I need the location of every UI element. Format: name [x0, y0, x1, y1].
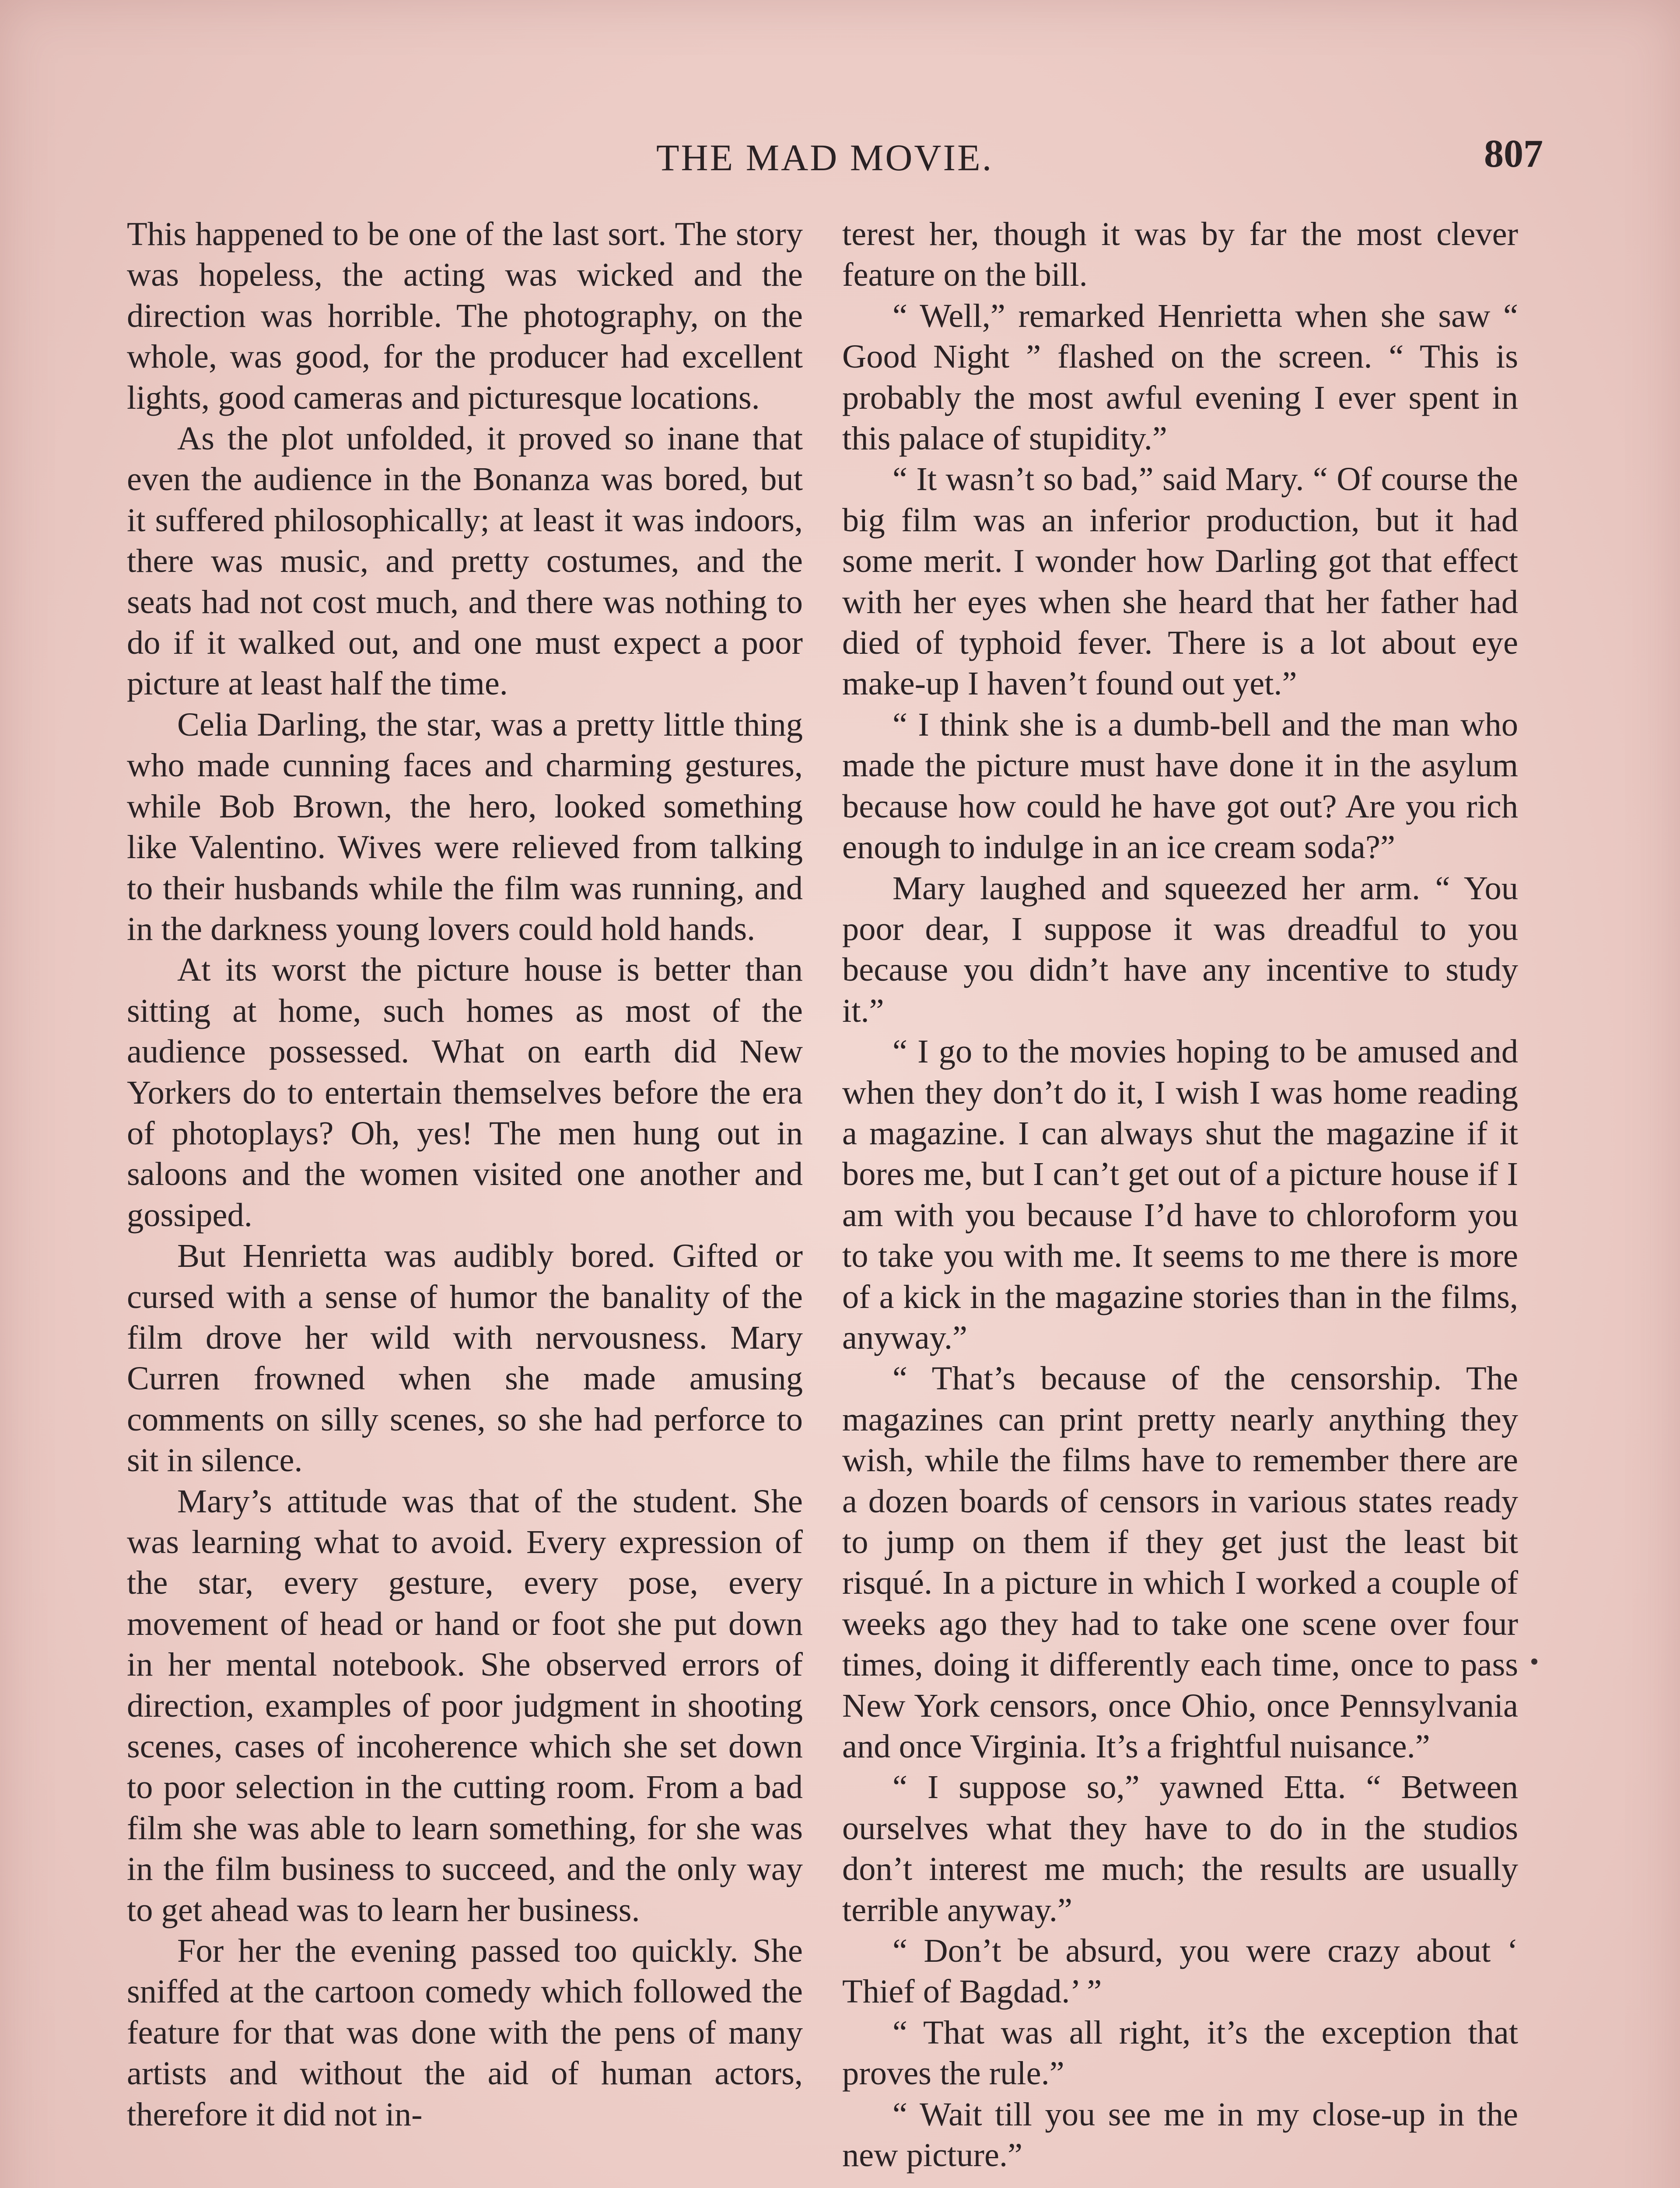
paragraph: This happened to be one of the last sort. The story was hopeless, the acting was wicked and the direction was horrible. The photography, on the whole, was good, for the producer had excellent lights, good cameras and picturesque locations.	[127, 215, 803, 416]
paragraph: “ Wait till you see me in my close-up in the new picture.”	[842, 2095, 1518, 2174]
right-column	[842, 214, 1518, 2176]
paragraph: Celia Darling, the star, was a pretty little thing who made cunning faces and charming gestures, while Bob Brown, the hero, looked something like Valentino. Wives were relieved from talking to their husbands while the film was running, and in the darkness young lovers could hold hands.	[127, 705, 803, 947]
paragraph: “ I suppose so,” yawned Etta. “ Between ourselves what they have to do in the studios don’t interest me much; the results are usually terrible anyway.”	[842, 1768, 1518, 1929]
paragraph: But Henrietta was audibly bored. Gifted or cursed with a sense of humor the banality of the film drove her wild with nervousness. Mary Curren frowned when she made amusing comments on silly scenes, so she had perforce to sit in silence.	[127, 1237, 803, 1479]
paragraph: For her the evening passed too quickly. She sniffed at the cartoon comedy which followed the feature for that was done with the pens of many artists and without the aid of human actors, therefore it did not in-	[127, 1932, 803, 2133]
paragraph: “ It wasn’t so bad,” said Mary. “ Of course the big film was an inferior production, but it had some merit. I wonder how Darling got that effect with her eyes when she heard that her father had died of typhoid fever. There is a lot about eye make-up I haven’t found out yet.”	[842, 460, 1518, 702]
paragraph: Mary’s attitude was that of the student. She was learning what to avoid. Every expression of the star, every gesture, every pose, every movement of head or hand or foot she put down in her mental notebook. She observed errors of direction, examples of poor judgment in shooting scenes, cases of incoherence which she set down to poor selection in the cutting room. From a bad film she was able to learn something, for she was in the film business to succeed, and the only way to get ahead was to learn her business.	[127, 1482, 803, 1929]
left-column	[127, 214, 803, 2135]
paragraph: Mary laughed and squeezed her arm. “ You poor dear, I suppose it was dreadful to you because you didn’t have any incentive to study it.”	[842, 869, 1518, 1029]
ink-speck	[1531, 1659, 1537, 1665]
paragraph: “ Don’t be absurd, you were crazy about ‘ Thief of Bagdad.’ ”	[842, 1932, 1518, 2010]
paragraph: “ Well,” remarked Henrietta when she saw “ Good Night ” flashed on the screen. “ This is probably the most awful evening I ever spent in this palace of stupidity.”	[842, 297, 1518, 457]
paragraph: “ That was all right, it’s the exception that proves the rule.”	[842, 2013, 1518, 2092]
paragraph: terest her, though it was by far the most clever feature on the bill.	[842, 215, 1518, 294]
paragraph: “ I go to the movies hoping to be amused and when they don’t do it, I wish I was home reading a magazine. I can always shut the magazine if it bores me, but I can’t get out of a picture house if I am with you because I’d have to chloroform you to take you with me. It seems to me there is more of a kick in the magazine stories than in the films, anyway.”	[842, 1033, 1518, 1356]
page-number: 807	[1484, 132, 1543, 175]
running-title: THE MAD MOVIE.	[656, 137, 994, 179]
paragraph: “ I think she is a dumb-bell and the man who made the picture must have done it in the asylum because how could he have got out? Are you rich enough to indulge in an ice cream soda?”	[842, 705, 1518, 866]
paragraph: At its worst the picture house is better than sitting at home, such homes as most of the audience possessed. What on earth did New Yorkers do to entertain themselves before the era of photoplays? Oh, yes! The men hung out in saloons and the women visited one another and gossiped.	[127, 951, 803, 1234]
paragraph: As the plot unfolded, it proved so inane that even the audience in the Bonanza was bored, but it suffered philosophically; at least it was indoors, there was music, and pretty costumes, and the seats had not cost much, and there was nothing to do if it walked out, and one must expect a poor picture at least half the time.	[127, 420, 803, 702]
paragraph: “ That’s because of the censorship. The magazines can print pretty nearly anything they wish, while the films have to remember there are a dozen boards of censors in various states ready to jump on them if they get just the least bit risqué. In a picture in which I worked a couple of weeks ago they had to take one scene over four times, doing it differently each time, once to pass New York censors, once Ohio, once Pennsylvania and once Virginia. It’s a frightful nuisance.”	[842, 1360, 1518, 1765]
